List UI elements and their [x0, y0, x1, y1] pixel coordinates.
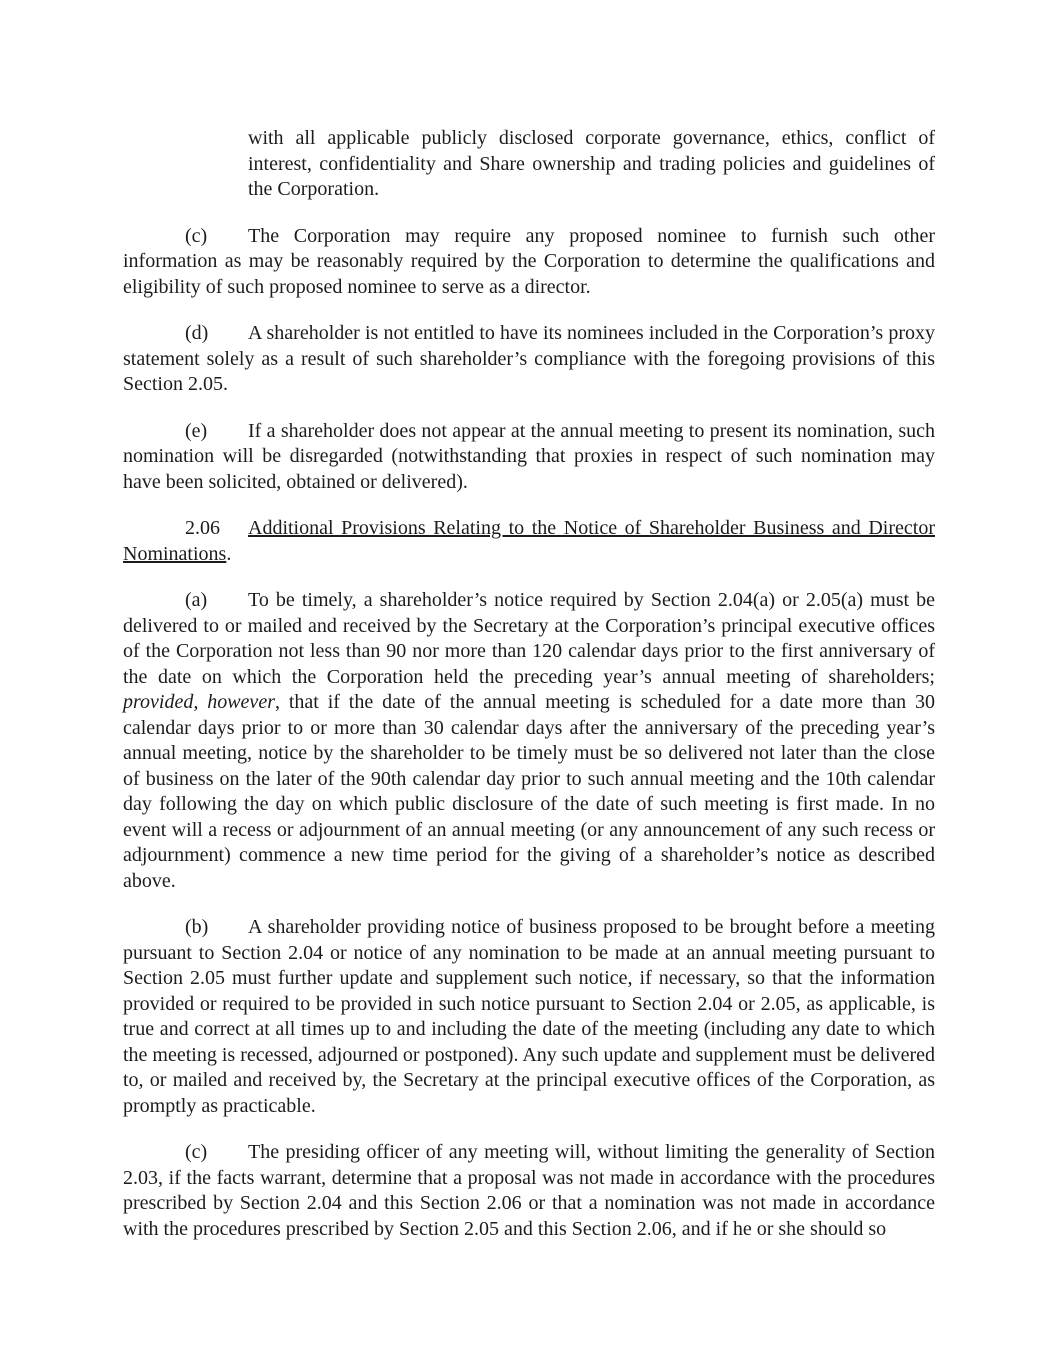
paragraph-text: If a shareholder does not appear at the annual meeting to present its nomination, such nomination will be disregarded (notwithstanding that proxies in respect of such nomination may have been solicited, obtained or delivered). — [123, 419, 935, 493]
section-title: Additional Provisions Relating to the Notice of Shareholder Business and Director Nominations — [123, 517, 935, 565]
paragraph-c-nominee-information — [123, 224, 935, 301]
paragraph-text: A shareholder providing notice of business proposed to be brought before a meeting pursuant to Section 2.04 or notice of any nomination to be made at an annual meeting pursuant to Section 2.05 must further update and supplement such notice, if necessary, so that the information provided or required to be provided in such notice pursuant to Section 2.04 or 2.05, as applicable, is true and correct at all times up to and including the date of the meeting (including any date to which the meeting is recessed, adjourned or postponed). Any such update and supplement must be delivered to, or mailed and received by, the Secretary at the principal executive offices of the Corporation, as promptly as practicable. — [123, 916, 936, 1117]
paragraph-label: (d) — [185, 322, 209, 344]
paragraph-text: A shareholder is not entitled to have its nominees included in the Corporation’s proxy statement solely as a result of such shareholder’s compliance with the foregoing provisions of this Section 2.05. — [123, 322, 935, 395]
paragraph-a-timeliness — [123, 588, 935, 894]
paragraph-text: To be timely, a shareholder’s notice required by Section 2.04(a) or 2.05(a) must be delivered to or mailed and received by the Secretary at the Corporation’s principal executive offices of the Corporation not less than 90 nor more than 120 calendar days prior to the first anniversary of the date on which the Corporation held the preceding year’s annual meeting of shareholders; — [123, 589, 935, 688]
paragraph-text: The presiding officer of any meeting will, without limiting the generality of Section 2.03, if the facts warrant, determine that a proposal was not made in accordance with the procedures prescribed by Section 2.04 and this Section 2.06 or that a nomination was not made in accordance with the procedures prescribed by Section 2.05 and this Section 2.06, and if he or she should so — [123, 1141, 935, 1240]
paragraph-text: The Corporation may require any proposed nominee to furnish such other information as may be reasonably required by the Corporation to determine the qualifications and eligibility of such proposed nominee to serve as a director. — [123, 224, 935, 298]
paragraph-text: , that if the date of the annual meeting is scheduled for a date more than 30 calendar days prior to or more than 30 calendar days after the anniversary of the preceding year’s annual meeting, notice by the shareholder to be timely must be so delivered not later than the close of business on the later of the 90th calendar day prior to such annual meeting and the 10th calendar day following the day on which public disclosure of the date of such meeting is first made. In no event will a recess or adjournment of an annual meeting (or any announcement of any such recess or adjournment) commence a new time period for the giving of a shareholder’s notice as described above. — [123, 691, 936, 892]
continuation-clause — [248, 126, 935, 203]
section-heading-2-06 — [123, 516, 935, 567]
paragraph-label: (a) — [185, 589, 208, 611]
section-title-period: . — [226, 542, 232, 565]
paragraph-text-italic: provided, however — [123, 691, 275, 713]
paragraph-label: (b) — [185, 916, 209, 938]
paragraph-c-presiding-officer — [123, 1140, 935, 1242]
paragraph-e-nonappearance — [123, 419, 935, 496]
paragraph-label: (c) — [185, 224, 208, 247]
paragraph-label: (e) — [185, 419, 208, 442]
section-number: 2.06 — [185, 517, 220, 539]
paragraph-d-proxy-statement — [123, 321, 935, 398]
paragraph-text: with all applicable publicly disclosed corporate governance, ethics, conflict of interest, confidentiality and Share ownership and trading policies and guidelines of the Corporation. — [248, 127, 935, 200]
paragraph-b-update-supplement — [123, 915, 935, 1119]
paragraph-label: (c) — [185, 1141, 208, 1163]
